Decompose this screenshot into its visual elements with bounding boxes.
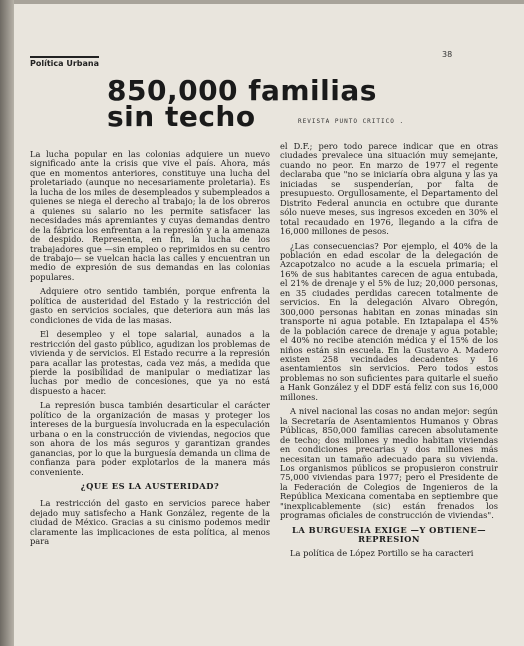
left-column xyxy=(30,150,270,552)
title-line-1: 850,000 familias xyxy=(107,74,377,107)
page-shadow-edge xyxy=(0,0,14,646)
paragraph: ¿Las consecuencias? Por ejemplo, el 40% de la población en edad escolar de la delegación de Azcapotzalco no acude a la escuela primaria; el 16% de sus habitantes carecen de agua entubada, el 21% de drenaje y el 5% de luz; 20,000 personas, en 35 ciudades perdidas carecen totalmente de servicios. En la delegación Alvaro Obregón, 300,000 personas habitan en zonas minadas sin transporte ni agua potable. En Iztapalapa el 45% de la población carece de drenaje y agua potable; el 40% no recibe atención médica y el 15% de los niños están sin escuela. En la Gustavo A. Madero existen 258 vecindades decadentes y 16 asentamientos sin servicios. Pero todos estos problemas no son suficientes para quitarle el sueño a Hank González y el DDF está feliz con sus 16,000 millones. xyxy=(280,240,498,402)
right-column xyxy=(280,142,498,563)
title-line-2: sin techo xyxy=(107,100,256,133)
magazine-page xyxy=(14,4,524,646)
paragraph: La política de López Portillo se ha caracteri xyxy=(290,547,474,558)
paragraph: el D.F.; pero todo parece indicar que en otras ciudades prevalece una situación muy semejante, cuando no peor. En marzo de 1977 el regente declaraba que "no se iniciaría obra alguna y las ya iniciadas se suspenderían, por falta de presupuesto. Orgullosamente, el Departamento del Distrito Federal anuncia en octubre que durante sólo nueve meses, sus ingresos exceden en 30% el total recaudado en 1976, llegando a la cifra de 16,000 millones de pesos. xyxy=(280,141,498,237)
paragraph: La restricción del gasto en servicios parece haber dejado muy satisfecho a Hank González, regente de la ciudad de México. Gracias a su cinismo podemos medir claramente las implicaciones de esta política, al menos para xyxy=(30,498,270,547)
paragraph: La lucha popular en las colonias adquiere un nuevo significado ante la crisis que vive el país. Ahora, más que en momentos anteriores, constituye una lucha del proletariado (aunque no necesariamente proletaria). Es la lucha de los miles de desempleados y subempleados a quienes se niega el derecho al trabajo; la de los obreros a quienes su salario no les permite satisfacer las necesidades más apremiantes y cuyas demandas dentro de la fábrica los enfrentan a la represión y a la amenaza de despido. Representa, en fin, la lucha de los trabajadores que —sin empleo o reprimidos en su centro de trabajo— se vuelcan hacia las calles y encuentran un medio de expresión de sus demandas en las colonias populares. xyxy=(30,149,270,282)
paragraph: Adquiere otro sentido también, porque enfrenta la política de austeridad del Estado y la restricción del gasto en servicios sociales, que deteriora aun más las condiciones de vida de las masas. xyxy=(30,286,270,325)
subheading: ¿QUE ES LA AUSTERIDAD? xyxy=(80,480,220,491)
byline: REVISTA PUNTO CRITICO . xyxy=(298,118,405,125)
section-label: Política Urbana xyxy=(30,56,99,68)
paragraph: La represión busca también desarticular el carácter político de la organización de masas y proteger los intereses de la burguesía involucrada en la especulación urbana o en la construcción de viviendas, negocios que son ahora de los más seguros y garantizan grandes ganancias, por lo que la burguesía demanda un clima de confianza para poder explotarlos de la manera más conveniente. xyxy=(30,400,270,477)
page-number: 38 xyxy=(442,50,453,59)
paragraph: A nivel nacional las cosas no andan mejor: según la Secretaría de Asentamientos Humanos y Obras Públicas, 850,000 familias carecen absolutamente de techo; dos millones y medio habitan viviendas en condiciones precarias y dos millones más necesitan un tamaño adecuado para su vivienda. Los organismos públicos se propusieron construir 75,000 viviendas para 1977; pero el Presidente de la Federación de Colegios de Ingenieros de la República Mexicana comentaba en septiembre que "inexplicablemente (sic) están frenados los programas oficiales de construcción de viviendas". xyxy=(280,406,498,521)
paragraph: El desempleo y el tope salarial, aunados a la restricción del gasto público, agudizan los problemas de vivienda y de servicios. El Estado recurre a la represión para acallar las protestas, cada vez más, a medida que pierde la posibilidad de manipular o mediatizar las luchas por medio de concesiones, que ya no está dispuesto a hacer. xyxy=(30,329,270,396)
subheading: LA BURGUESIA EXIGE —Y OBTIENE— REPRESION xyxy=(291,524,487,545)
